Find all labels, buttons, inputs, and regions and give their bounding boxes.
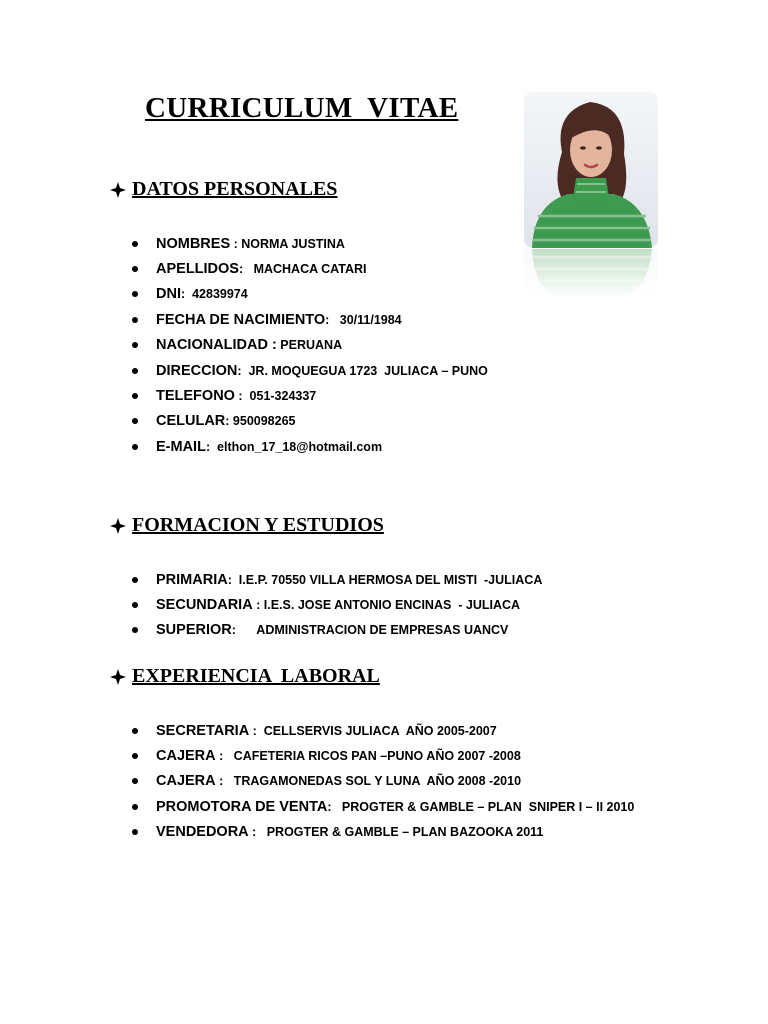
item-label: DIRECCION [156,362,238,379]
item-label: DNI [156,286,181,303]
item-value: : MACHACA CATARI [238,262,367,277]
item-value: : I.E.S. JOSE ANTONIO ENCINAS - JULIACA [252,598,521,613]
email-value: : elthon_17_18@hotmail.com [205,439,383,454]
item-label: NOMBRES [156,235,231,252]
list-item [132,592,542,617]
item-label: TELEFONO [156,388,235,405]
item-value: : NORMA JUSTINA [230,236,345,251]
bullet-icon [132,627,138,633]
item-label: PROMOTORA DE VENTA [156,798,328,815]
bullet-icon [132,753,138,759]
item-label: APELLIDOS [156,261,239,278]
list-item [132,358,488,383]
item-value: : JR. MOQUEGUA 1723 JULIACA – PUNO [237,363,488,378]
item-label: SECUNDARIA [156,597,253,614]
bullet-icon [132,342,138,348]
list-item [132,820,634,845]
profile-photo-reflection [524,249,658,297]
profile-photo [524,92,658,248]
section-title: EXPERIENCIA LABORAL [132,665,380,687]
education-list [132,567,542,643]
item-label: E-MAIL [156,438,206,455]
list-item [132,618,542,643]
bullet-icon [132,368,138,374]
bullet-icon [132,728,138,734]
section-heading-personal [110,178,337,201]
bullet-icon [132,418,138,424]
bullet-icon [132,602,138,608]
bullet-icon [132,577,138,583]
bullet-icon [132,241,138,247]
item-label: PRIMARIA [156,571,228,588]
item-value: : TRAGAMONEDAS SOL Y LUNA AÑO 2008 -2010 [215,774,522,789]
item-label: CAJERA [156,748,216,765]
bullet-icon [132,393,138,399]
item-label: SUPERIOR [156,622,232,639]
list-item [132,307,488,332]
document-title: CURRICULUM VITAE [145,92,459,124]
bullet-icon [132,444,138,450]
list-item [132,434,488,459]
bullet-icon [132,291,138,297]
bullet-icon [132,804,138,810]
bullet-icon [132,778,138,784]
item-label: CELULAR [156,413,226,430]
experience-list [132,718,634,845]
list-item [132,718,634,743]
item-label: FECHA DE NACIMIENTO [156,311,326,328]
bullet-icon [132,317,138,323]
list-item [132,383,488,408]
diamond-bullet-icon [110,182,126,198]
item-label: VENDEDORA [156,824,249,841]
item-value: : I.E.P. 70550 VILLA HERMOSA DEL MISTI -JULIACA [227,572,543,587]
item-value: : ADMINISTRACION DE EMPRESAS UANCV [231,623,509,638]
list-item [132,794,634,819]
personal-data-list [132,231,488,460]
item-label: NACIONALIDAD : [156,337,277,354]
section-title: DATOS PERSONALES [132,178,338,200]
list-item [132,567,542,592]
item-value: : 30/11/1984 [325,312,402,327]
list-item [132,231,488,256]
item-label: CAJERA [156,773,216,790]
list-item [132,409,488,434]
item-value: : CAFETERIA RICOS PAN –PUNO AÑO 2007 -2008 [215,749,521,764]
list-item [132,769,634,794]
diamond-bullet-icon [110,669,126,685]
item-value: : 950098265 [225,414,296,429]
item-value: : 051-324337 [234,389,317,404]
list-item [132,333,488,358]
bullet-icon [132,266,138,272]
list-item [132,743,634,768]
section-heading-education [110,514,384,537]
list-item [132,282,488,307]
section-heading-experience [110,665,380,688]
list-item [132,256,488,281]
item-value: PERUANA [276,338,343,353]
item-value: : 42839974 [180,287,248,302]
item-value: : PROGTER & GAMBLE – PLAN SNIPER I – II 2010 [327,799,635,814]
item-label: SECRETARIA [156,722,250,739]
item-value: : CELLSERVIS JULIACA AÑO 2005-2007 [249,723,497,738]
section-title: FORMACION Y ESTUDIOS [132,514,384,536]
item-value: : PROGTER & GAMBLE – PLAN BAZOOKA 2011 [248,825,544,840]
bullet-icon [132,829,138,835]
diamond-bullet-icon [110,518,126,534]
